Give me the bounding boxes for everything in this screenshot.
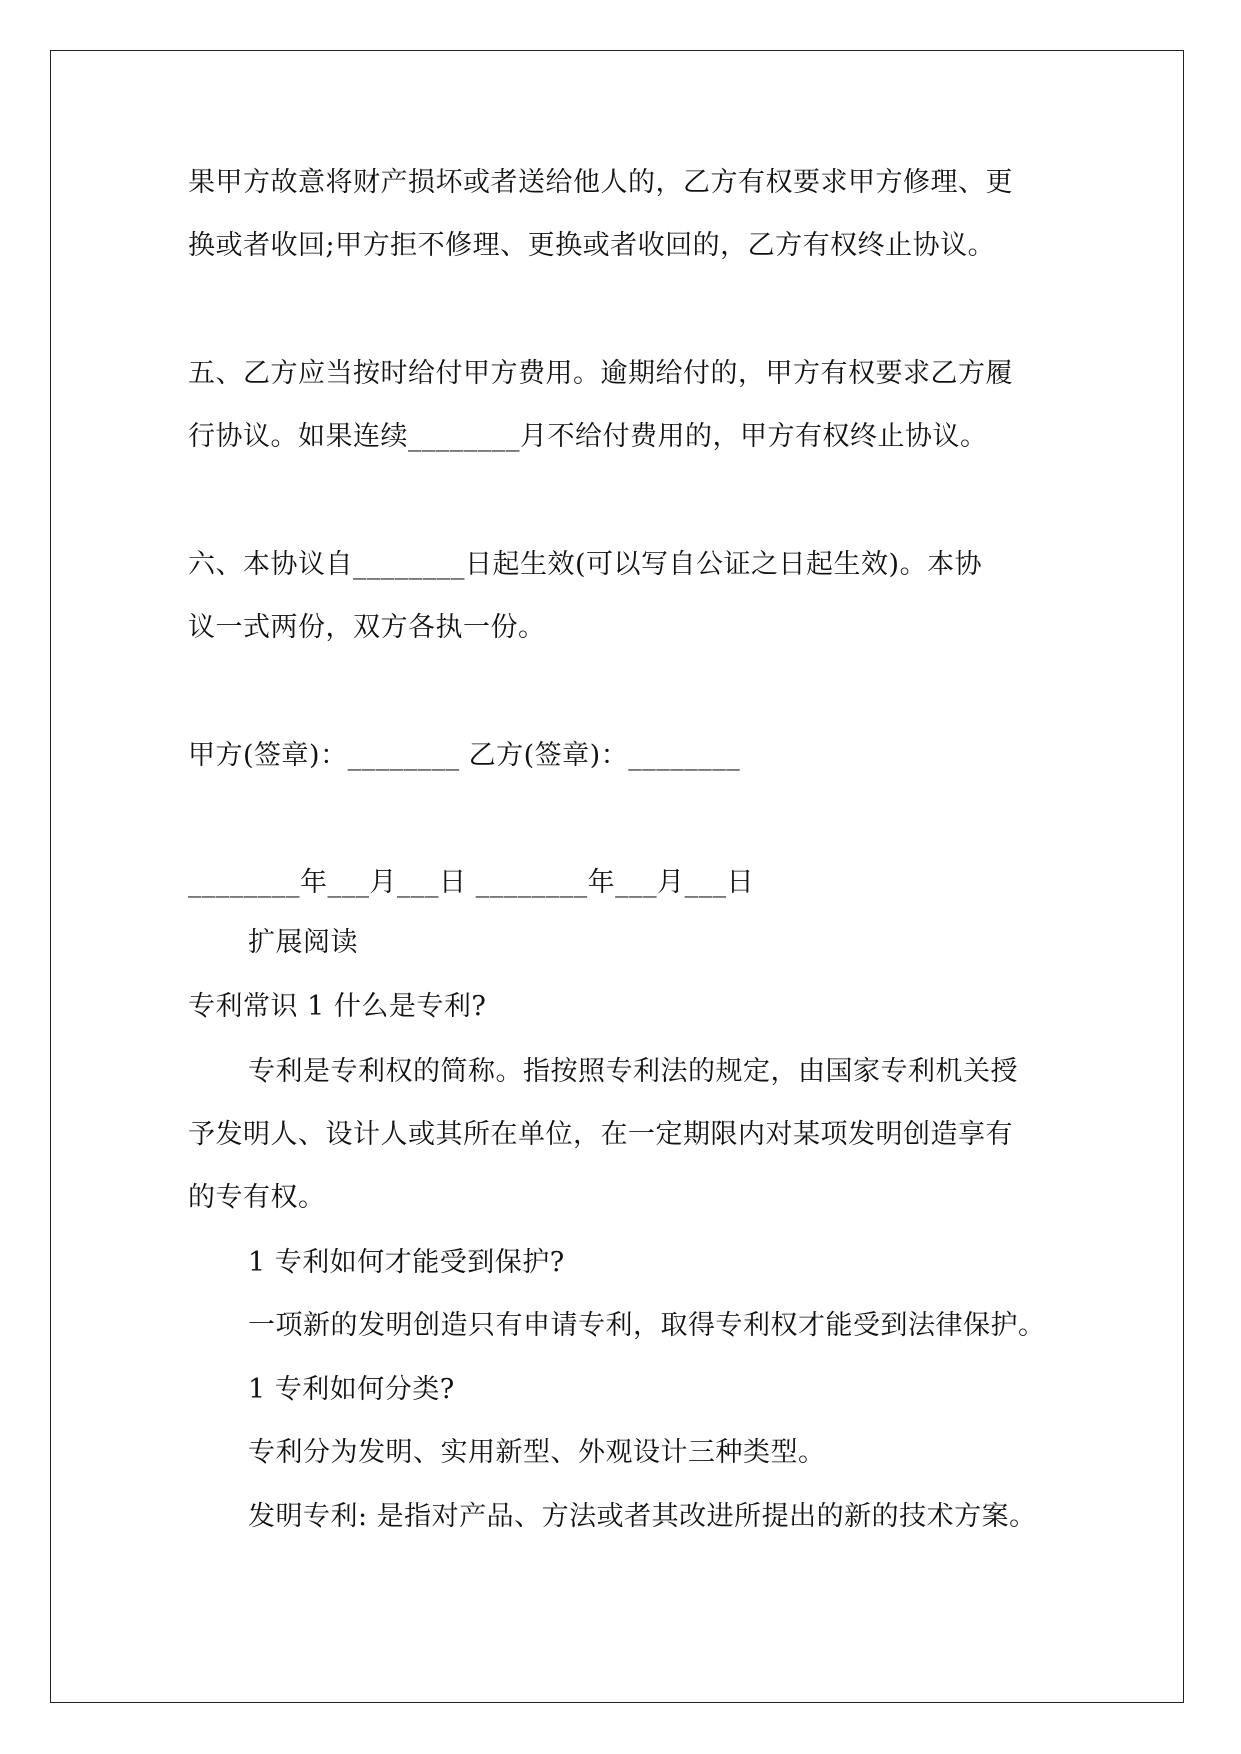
- patent-classification-answer: 专利分为发明、实用新型、外观设计三种类型。: [248, 1437, 826, 1468]
- patent-protection-answer: 一项新的发明创造只有申请专利，取得专利权才能受到法律保护。: [248, 1310, 1046, 1341]
- clause-4-line-1: 果甲方故意将财产损坏或者送给他人的，乙方有权要求甲方修理、更: [188, 167, 1013, 198]
- extended-reading-heading: 扩展阅读: [248, 927, 358, 958]
- patent-classification-question: 1 专利如何分类?: [248, 1374, 455, 1405]
- clause-4-line-2: 换或者收回;甲方拒不修理、更换或者收回的，乙方有权终止协议。: [188, 230, 996, 261]
- patent-definition-line-2: 予发明人、设计人或其所在单位，在一定期限内对某项发明创造享有: [188, 1119, 1013, 1150]
- signature-line: 甲方(签章)：________ 乙方(签章)：________: [188, 740, 741, 771]
- patent-protection-question: 1 专利如何才能受到保护?: [248, 1247, 565, 1278]
- date-line: ________年___月___日 ________年___月___日: [188, 867, 755, 898]
- clause-5-line-1: 五、乙方应当按时给付甲方费用。逾期给付的，甲方有权要求乙方履: [188, 358, 1013, 389]
- clause-6-line-1: 六、本协议自________日起生效(可以写自公证之日起生效)。本协: [188, 549, 983, 580]
- patent-definition-line-1: 专利是专利权的简称。指按照专利法的规定，由国家专利机关授: [248, 1056, 1018, 1087]
- clause-5-line-2: 行协议。如果连续________月不给付费用的，甲方有权终止协议。: [188, 421, 988, 452]
- invention-patent-definition: 发明专利: 是指对产品、方法或者其改进所提出的新的技术方案。: [248, 1501, 1037, 1532]
- patent-knowledge-heading: 专利常识 1 什么是专利?: [188, 991, 487, 1022]
- patent-definition-line-3: 的专有权。: [188, 1182, 326, 1213]
- clause-6-line-2: 议一式两份，双方各执一份。: [188, 612, 546, 643]
